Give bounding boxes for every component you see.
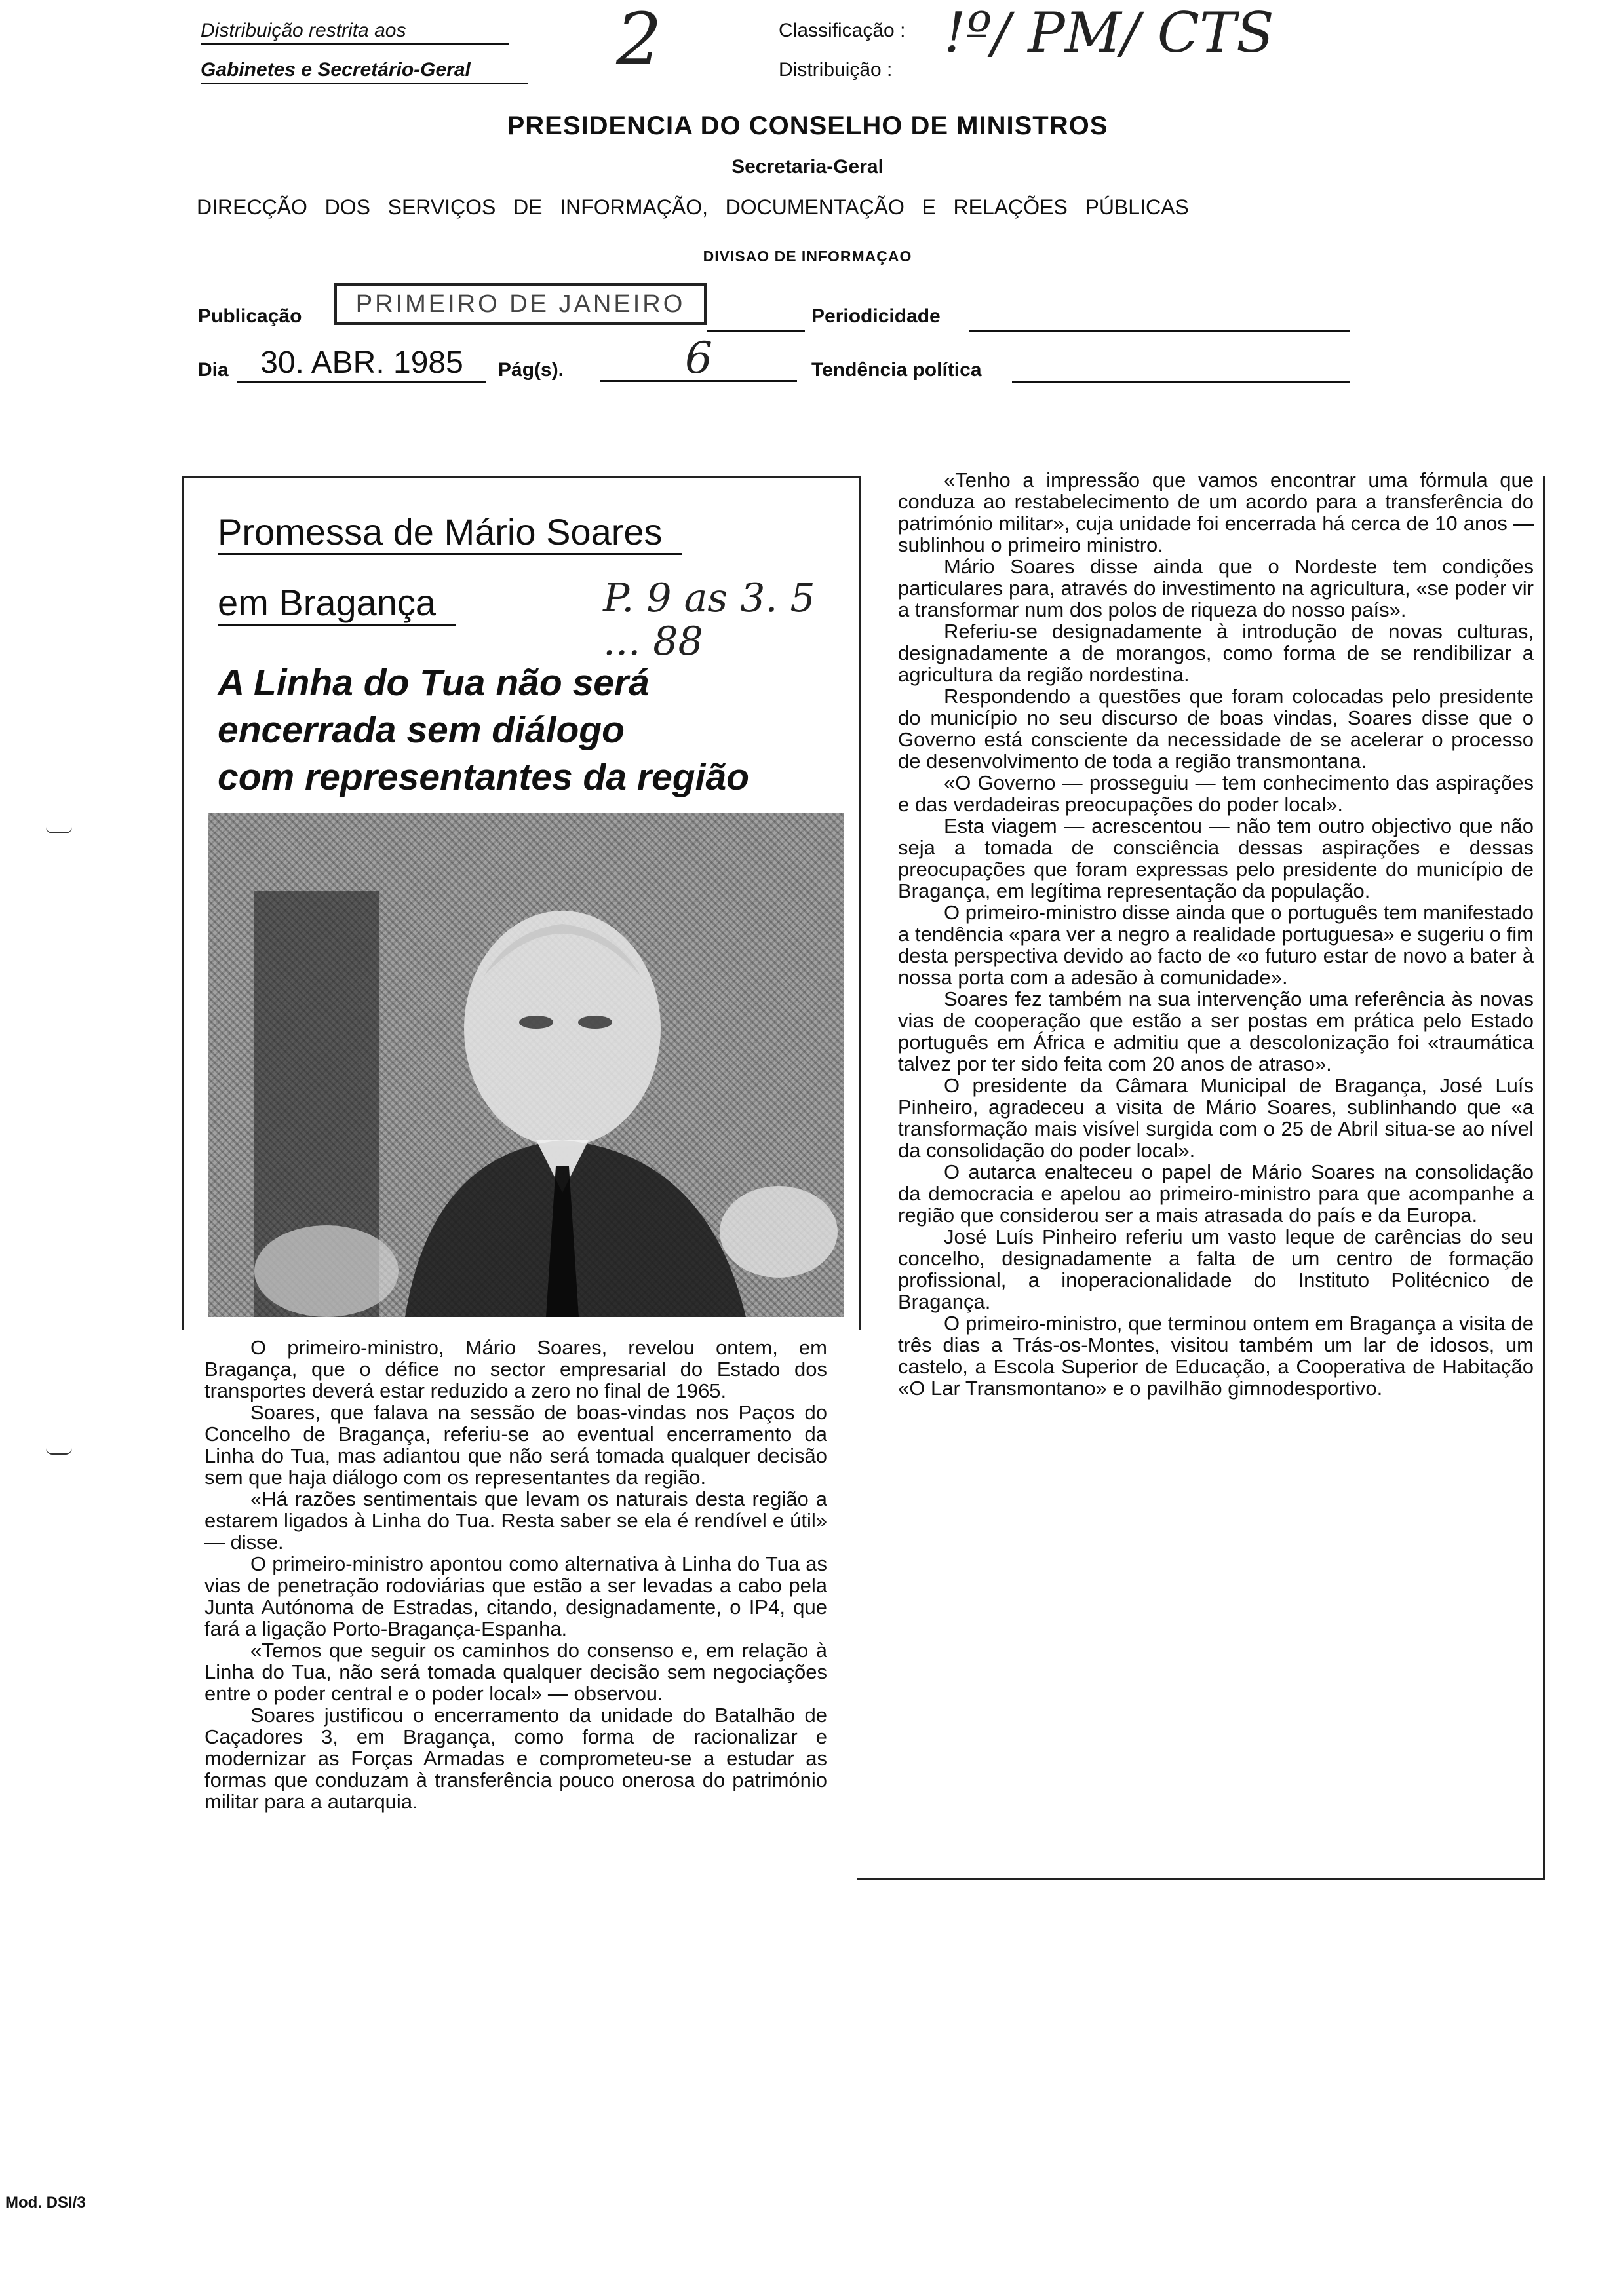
dia-value: 30. ABR. 1985 <box>237 345 486 383</box>
right-paragraph: O primeiro-ministro, que terminou ontem em Bragança a visita de três dias a Trás-os-Montes, visitou também um lar de idosos, um castelo, a Escola Superior de Educação, a Cooperativa de Habitação «O Lar Transmontano» e o pavilhão gimnodesportivo. <box>898 1312 1534 1400</box>
page-mark-handwritten: 2 <box>616 0 662 81</box>
left-paragraph: «Temos que seguir os caminhos do consenso e, em relação à Linha do Tua, não será tomada qualquer decisão sem negociações entre o poder central e o poder local» — observou. <box>204 1639 827 1705</box>
dia-label: Dia <box>198 359 229 381</box>
article-right-column <box>898 469 1534 1399</box>
article-photo <box>208 813 844 1317</box>
restriction-line-2: Gabinetes e Secretário-Geral <box>201 59 528 84</box>
margin-mark <box>46 827 72 833</box>
right-paragraph: José Luís Pinheiro referiu um vasto leque de carências do seu concelho, designadamente a falta de um centro de formação profissional, a inoperacionalidade do Instituto Politécnico de Bragança. <box>898 1225 1534 1313</box>
right-paragraph: Esta viagem — acrescentou — não tem outro objectivo que não seja a tomada de consciência dessas aspirações e dessas preocupações que foram expressas pelo presidente do município de Bragança, em legítima representação da população. <box>898 814 1534 902</box>
pag-label: Pág(s). <box>498 359 564 381</box>
publicacao-stamp: PRIMEIRO DE JANEIRO <box>334 283 707 325</box>
secretariat-title: Secretaria-Geral <box>731 156 884 178</box>
distribution-label: Distribuição : <box>779 59 893 81</box>
article-headline-line-2: encerrada sem diálogo <box>218 709 625 751</box>
restriction-line-1: Distribuição restrita aos <box>201 20 509 45</box>
left-paragraph: O primeiro-ministro, Mário Soares, revelou ontem, em Bragança, que o défice no sector empresarial do Estado dos transportes deverá estar reduzido a zero no final de 1965. <box>204 1336 827 1402</box>
form-code: Mod. DSI/3 <box>5 2194 86 2211</box>
right-paragraph: Soares fez também na sua intervenção uma referência às novas vias de cooperação que estão a ser postas em prática pelo Estado português em África e admitiu que a descolonização foi «traumática talvez por ter sido feita com 20 anos de atraso». <box>898 987 1534 1075</box>
margin-mark <box>46 1448 72 1455</box>
article-kicker-line-2: em Bragança <box>218 582 456 626</box>
directorate-title: DIRECÇÃO DOS SERVIÇOS DE INFORMAÇÃO, DOCUMENTAÇÃO E RELAÇÕES PÚBLICAS <box>197 195 1189 219</box>
pag-value: 6 <box>600 337 797 382</box>
periodicidade-line <box>969 330 1350 332</box>
article-headline-line-1: A Linha do Tua não será <box>218 662 650 704</box>
handwritten-classification: !º/ PM/ CTS <box>944 1 1274 65</box>
classification-label: Classificação : <box>779 20 906 41</box>
article-headline-line-3: com representantes da região <box>218 756 749 798</box>
article-kicker-line-1: Promessa de Mário Soares <box>218 511 682 555</box>
periodicidade-label: Periodicidade <box>811 305 941 327</box>
publicacao-label: Publicação <box>198 305 302 327</box>
right-paragraph: «Tenho a impressão que vamos encontrar uma fórmula que conduza ao restabelecimento de um acordo para a transferência do património militar», cuja unidade foi encerrada há cerca de 10 anos — sublinhou o primeiro ministro. <box>898 469 1534 556</box>
left-paragraph: Soares justificou o encerramento da unidade do Batalhão de Caçadores 3, em Bragança, como forma de racionalizar e modernizar as Forças Armadas e comprometeu-se a estudar as formas que conduzam à transferência pouco onerosa do património militar para a autarquia. <box>204 1704 827 1813</box>
ministry-title: PRESIDENCIA DO CONSELHO DE MINISTROS <box>507 111 1108 140</box>
publicacao-line <box>707 330 805 332</box>
photo-portrait-illustration <box>208 813 844 1317</box>
tendencia-label: Tendência política <box>811 359 982 381</box>
left-paragraph: O primeiro-ministro apontou como alternativa à Linha do Tua as vias de penetração rodoviárias que estão a ser levadas a cabo pela Junta Autónoma de Estradas, citando, designadamente, o IP4, que fará a ligação Porto-Bragança-Espanha. <box>204 1552 827 1640</box>
right-paragraph: O autarca enalteceu o papel de Mário Soares na consolidação da democracia e apelou ao primeiro-ministro para que acompanhe a região que considerou ser a mais atrasada do país e da Europa. <box>898 1160 1534 1227</box>
left-paragraph: «Há razões sentimentais que levam os naturais desta região a estarem ligados à Linha do Tua. Resta saber se ela é rendível e útil» — disse. <box>204 1487 827 1554</box>
handwritten-annotation: P. 9 as 3. 5 ... 88 <box>603 575 815 664</box>
right-paragraph: O primeiro-ministro disse ainda que o português tem manifestado a tendência «para ver a negro a realidade portuguesa» e sugeriu o fim desta perspectiva devido ao facto de «o futuro estar de novo a bater à nossa porta com a adesão à comunidade». <box>898 901 1534 989</box>
right-paragraph: Mário Soares disse ainda que o Nordeste tem condições particulares para, através do investimento na agricultura, «se poder vir a transformar num dos polos de riqueza do nosso país». <box>898 555 1534 621</box>
right-paragraph: Referiu-se designadamente à introdução de novas culturas, designadamente a de morangos, como forma de se rendibilizar a agricultura da região nordestina. <box>898 620 1534 686</box>
tendencia-line <box>1012 381 1350 383</box>
division-title: DIVISAO DE INFORMAÇAO <box>703 248 912 265</box>
right-paragraph: Respondendo a questões que foram colocadas pelo presidente do município no seu discurso de boas vindas, Soares disse que o Governo está consciente da necessidade de se acelerar o processo de desenvolvimento de toda a região transmontana. <box>898 685 1534 773</box>
right-paragraph: «O Governo — prosseguiu — tem conhecimento das aspirações e das verdadeiras preocupações do poder local». <box>898 771 1534 816</box>
right-paragraph: O presidente da Câmara Municipal de Bragança, José Luís Pinheiro, agradeceu a visita de Mário Soares, sublinhando que «a transformação mais visível surgida com o 25 de Abril situa-se ao nível da consolidação do poder local». <box>898 1074 1534 1162</box>
left-paragraph: Soares, que falava na sessão de boas-vindas nos Paços do Concelho de Bragança, referiu-se ao eventual encerramento da Linha do Tua, mas adiantou que não será tomada qualquer decisão sem que haja diálogo com os representantes da região. <box>204 1401 827 1489</box>
article-left-column <box>204 1337 827 1812</box>
